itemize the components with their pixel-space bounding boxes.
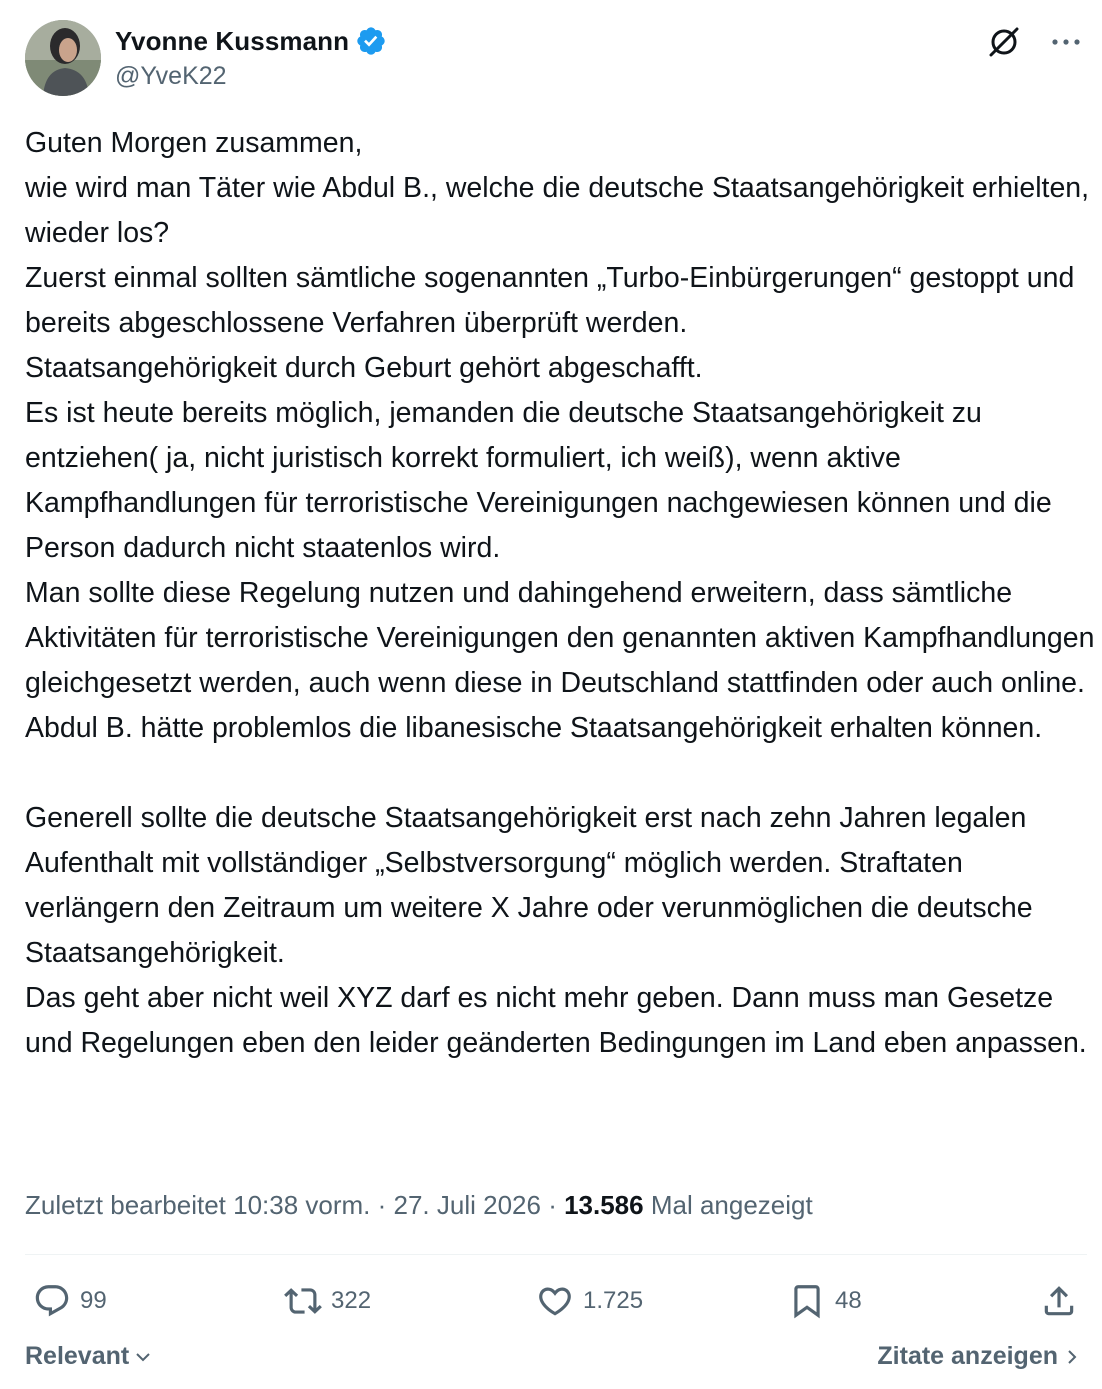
avatar[interactable] xyxy=(25,20,101,96)
view-quotes-link[interactable] xyxy=(877,1342,1082,1371)
chevron-down-icon xyxy=(133,1347,153,1367)
reply-button[interactable] xyxy=(33,1278,107,1324)
share-icon xyxy=(1040,1282,1078,1320)
chevron-right-icon xyxy=(1062,1347,1082,1367)
verified-badge-icon[interactable] xyxy=(355,25,387,57)
tweet-header xyxy=(25,20,1084,98)
avatar-image xyxy=(25,20,101,96)
tweet-text: Guten Morgen zusammen, wie wird man Täter wie Abdul B., welche die deutsche Staatsangehörigkeit erhielten, wieder los? Zuerst einmal sollten sämtliche sogenannten „Turbo-Einbürgerungen“ gestoppt und bereits abgeschlossene Verfahren überprüft werden. Staatsangehörigkeit durch Geburt gehört abgeschafft. Es ist heute bereits möglich, jemanden die deutsche Staatsangehörigkeit zu entziehen( ja, nicht juristisch korrekt formuliert, ich weiß), wenn aktive Kampfhandlungen für terroristische Vereinigungen nachgewiesen können und die Person dadurch nicht staatenlos wird. Man sollte diese Regelung nutzen und dahingehend erweitern, dass sämtliche Aktivitäten für terroristische Vereinigungen den genannten aktiven Kampfhandlungen gleichgesetzt werden, auch wenn diese in Deutschland stattfinden oder auch online. Abdul B. hätte problemlos die libanesische Staatsangehörigkeit erhalten können. Generell sollte die deutsche Staatsangehörigkeit erst nach zehn Jahren legalen Aufenthalt mit vollständiger „Selbstversorgung“ möglich werden. Straftaten verlängern den Zeitraum um weitere X Jahre oder verunmöglichen die deutsche Staatsangehörigkeit. Das geht aber nicht weil XYZ darf es nicht mehr geben. Dann muss man Gesetze und Regelungen eben den leider geänderten Bedingungen im Land eben anpassen. xyxy=(25,127,1095,1059)
views-count: 13.586 xyxy=(564,1190,644,1220)
reply-count: 99 xyxy=(80,1287,107,1314)
author-display-name[interactable]: Yvonne Kussmann xyxy=(115,25,350,56)
bookmark-icon xyxy=(788,1282,826,1320)
tweet-footer xyxy=(25,1342,1082,1380)
tweet-meta xyxy=(25,1184,813,1226)
quotes-label: Zitate anzeigen xyxy=(877,1342,1058,1370)
meta-separator-2: · xyxy=(540,1190,565,1220)
share-button[interactable] xyxy=(1040,1278,1078,1324)
sort-label: Relevant xyxy=(25,1342,130,1370)
repost-icon xyxy=(284,1282,322,1320)
sort-relevant-button[interactable] xyxy=(25,1342,153,1371)
author-handle[interactable]: @YveK22 xyxy=(115,62,227,90)
edited-timestamp[interactable]: Zuletzt bearbeitet 10:38 vorm. xyxy=(25,1190,371,1220)
like-count: 1.725 xyxy=(583,1287,644,1314)
author-name-row xyxy=(115,24,387,58)
grok-icon[interactable] xyxy=(986,24,1022,60)
post-date[interactable]: 27. Juli 2026 xyxy=(393,1190,541,1220)
more-icon[interactable] xyxy=(1048,24,1084,60)
views-label: Mal angezeigt xyxy=(650,1190,813,1220)
reply-icon xyxy=(33,1282,71,1320)
bookmark-button[interactable] xyxy=(788,1278,862,1324)
like-button[interactable] xyxy=(536,1278,643,1324)
like-icon xyxy=(536,1282,574,1320)
repost-button[interactable] xyxy=(284,1278,371,1324)
action-bar xyxy=(0,1278,1102,1324)
author-info xyxy=(115,24,387,91)
divider xyxy=(25,1254,1087,1255)
repost-count: 322 xyxy=(331,1287,372,1314)
bookmark-count: 48 xyxy=(835,1287,862,1314)
meta-separator-1: · xyxy=(370,1190,394,1220)
